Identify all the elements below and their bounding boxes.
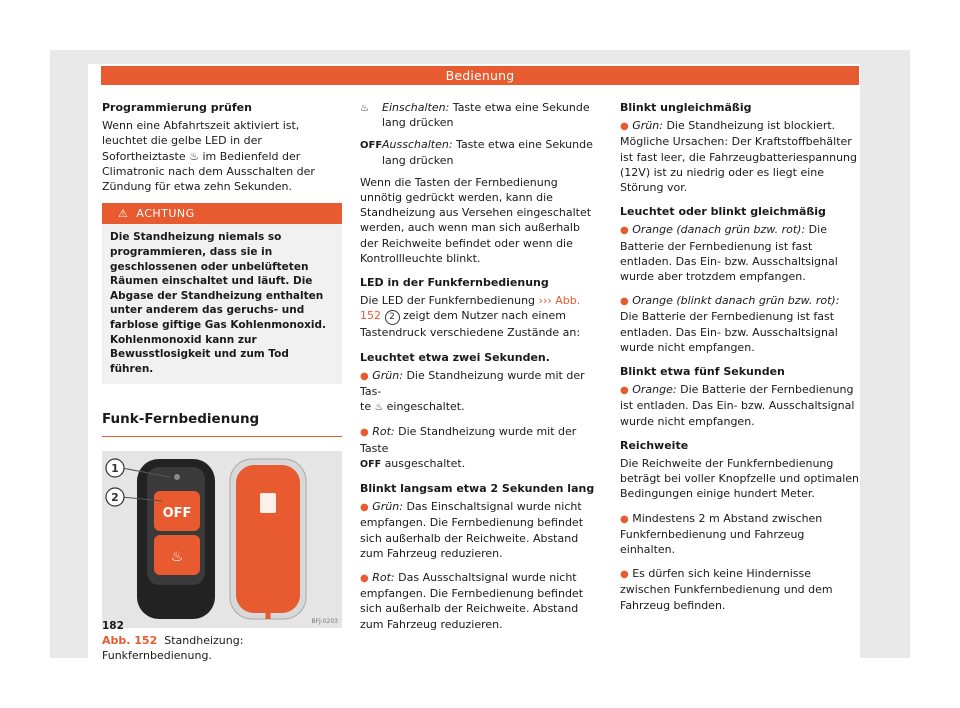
bullet-icon: ● [620,385,629,397]
heading-zwei-sekunden: Leuchtet etwa zwei Sekunden. [360,350,550,364]
bullet-icon: ● [620,569,629,581]
warning-text: Die Standheizung niemals so programmieren, dass sie in geschlossenen oder unbelüfteten Räumen einschaltet und läuft. Die Abgase der Standheizung enthalten unter anderem das geruchs- und farblose giftige Gas Kohlenmonoxid. Kohlenmonoxid kann zur Bewusstlosigkeit und zum Tod führen. [110,231,326,375]
heat-icon: ♨ [170,548,184,565]
bullet-icon: ● [360,502,369,514]
bullet-icon: ● [620,513,629,525]
key-off-row: OFF Ausschalten: Taste etwa eine Sekunde lang drücken [360,138,593,167]
key-on-row: ♨ Einschalten: Taste etwa eine Sekunde lang drücken [360,101,590,130]
svg-text:1: 1 [111,461,119,475]
heading-fuenf-sekunden: Blinkt etwa fünf Sekunden [620,365,785,379]
bullet-icon: ● [620,225,629,237]
item-even-2: ● Orange (blinkt danach grün bzw. rot): Die Batterie der Fernbedienung ist fast entladen. Das Ein- bzw. Ausschaltsignal wurde nicht empfangen. [620,294,840,354]
paragraph-unnoetig: Wenn die Tasten der Fernbedienung unnötig gedrückt werden, kann die Standheizung aus Versehen eingeschaltet werden, auch wenn man sich außerhalb der Reichweite befindet oder wenn die Kontrollleuchte blinkt. [360,175,592,265]
bullet-icon: ● [620,121,629,133]
bullet-abstand: ● Mindestens 2 m Abstand zwischen Funkfernbedienung und Fahrzeug einhalten. [620,511,823,557]
column-3 [620,100,860,622]
item-green-on: ● Grün: Die Standheizung wurde mit der Tas- te ♨ eingeschaltet. [360,368,585,414]
paragraph-led: Die LED der Funkfernbedienung ››› Abb. 152 2 zeigt dem Nutzer nach einem Tastendruck verschiedene Zustände an: [360,294,581,340]
item-even-1: ● Orange (danach grün bzw. rot): Die Batterie der Fernbedienung ist fast entladen. Das Ein- bzw. Ausschaltsignal wurde aber trotzdem empfangen. [620,223,838,284]
section-title: Funk-Fernbedienung [102,412,342,436]
bullet-icon: ● [360,427,369,439]
warning-header [102,203,342,224]
item-slow-red: ● Rot: Das Ausschaltsignal wurde nicht empfangen. Die Fernbedienung befindet sich außerhalb der Reichweite. Abstand zum Fahrzeug reduzieren. [360,571,584,631]
callout-badge: 2 [385,310,400,325]
brand-logo-icon [260,493,276,513]
bullet-icon: ● [360,573,369,585]
heading-gleichmaessig: Leuchtet oder blinkt gleichmäßig [620,205,826,219]
warning-box [102,203,342,384]
warning-title: ACHTUNG [136,207,195,221]
heading-programmierung: Programmierung prüfen [102,101,252,114]
page-number: 182 [102,620,124,632]
heat-key-icon-inline: ♨ [374,402,384,414]
paragraph-reichweite: Die Reichweite der Funkfernbedienung beträgt bei voller Knopfzelle und optimalen Bedingungen einige hundert Meter. [620,457,860,501]
bullet-icon: ● [360,370,369,382]
column-2 [360,100,600,641]
off-button-label: OFF [162,505,192,521]
heading-ungleichmaessig: Blinkt ungleichmäßig [620,101,752,114]
item-uneven-green: ● Grün: Die Standheizung ist blockiert. Mögliche Ursachen: Der Kraftstoffbehälter ist fast leer, die Fahrzeugbatteriespannung (12V) ist zu niedrig oder es liegt eine Störung vor. [620,119,857,195]
heat-key-icon: ♨ [360,103,369,114]
figure-ref-link[interactable]: ››› Abb. 152 [360,294,581,323]
paragraph-programmierung: Wenn eine Abfahrtszeit aktiviert ist, leuchtet die gelbe LED in der Sofortheiztaste ♨ im Bedienfeld der Climatronic nach dem Ausschalten der Zündung für etwa zehn Sekunden. [102,119,315,194]
off-key-icon: OFF [360,140,383,152]
off-key-icon-inline: OFF [360,458,382,470]
bullet-icon: ● [620,296,629,308]
heading-led: LED in der Funkfernbedienung [360,276,549,290]
figure-remote [102,451,342,628]
item-slow-green: ● Grün: Das Einschaltsignal wurde nicht empfangen. Die Fernbedienung befindet sich außerhalb der Reichweite. Abstand zum Fahrzeug reduzieren. [360,500,584,560]
bullet-hindernisse: ● Es dürfen sich keine Hindernisse zwischen Funkfernbedienung und dem Fahrzeug befinden. [620,567,833,612]
figure-code: BFJ-0203 [311,617,338,625]
column-1 [102,100,342,663]
heading-langsam: Blinkt langsam etwa 2 Sekunden lang [360,482,595,496]
remote-right-cover [236,465,300,613]
chapter-header: Bedienung [101,66,859,85]
figure-caption: Abb. 152 Standheizung: Funkfernbedienung. [102,633,244,662]
item-five: ● Orange: Die Batterie der Fernbedienung ist entladen. Das Ein- bzw. Ausschaltsignal wurde nicht empfangen. [620,383,855,428]
heading-reichweite: Reichweite [620,438,689,452]
warning-icon: ⚠ [118,207,129,221]
remote-illustration [102,451,342,628]
svg-text:2: 2 [111,490,119,504]
item-red-off: ● Rot: Die Standheizung wurde mit der Taste OFF ausgeschaltet. [360,425,577,470]
led-indicator [174,474,180,480]
